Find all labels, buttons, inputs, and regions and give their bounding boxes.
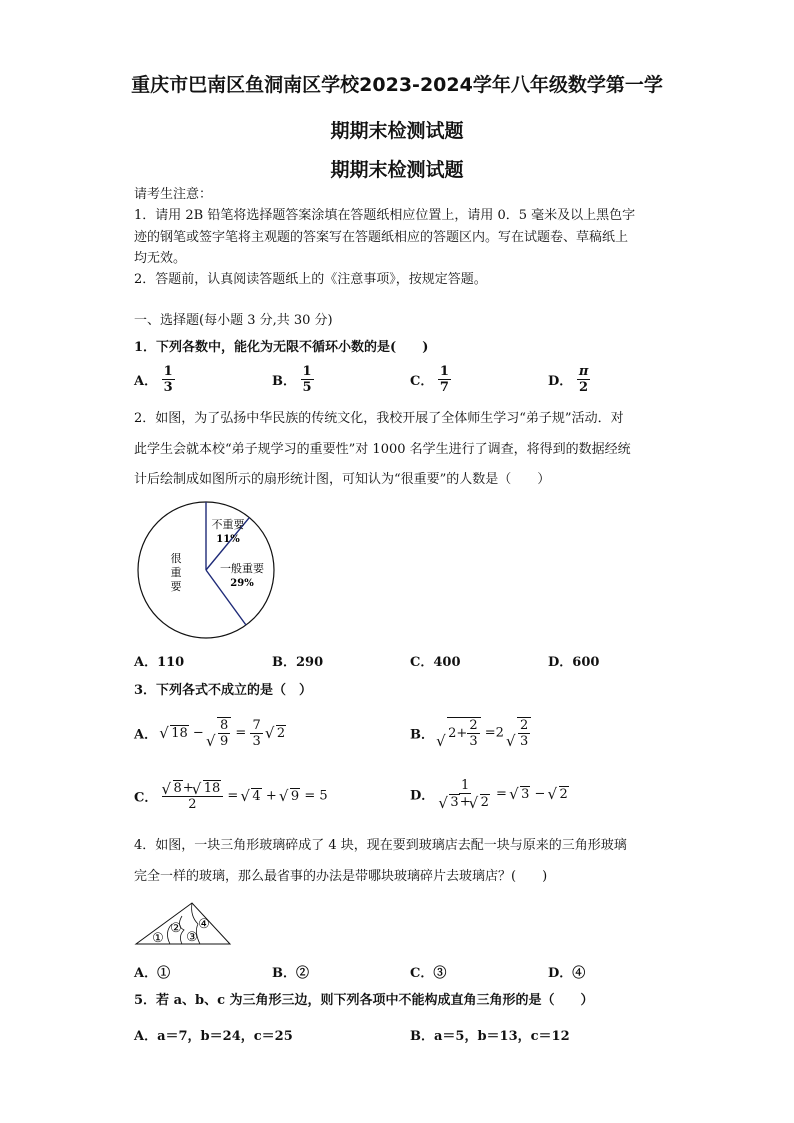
notice-item-1-line-1: 1．请用 2B 铅笔将选择题答案涂填在答题纸相应位置上，请用 0．5 毫米及以上黑色字 bbox=[134, 208, 636, 223]
radicand: 3 bbox=[521, 787, 530, 802]
question-2-option-b[interactable]: B．290 bbox=[272, 655, 324, 670]
denominator: 3 bbox=[469, 734, 478, 749]
denominator: 5 bbox=[302, 380, 312, 395]
option-label: C． bbox=[134, 790, 158, 806]
option-label: B． bbox=[410, 727, 434, 743]
denominator: 3 bbox=[163, 380, 173, 395]
radical bbox=[161, 725, 189, 741]
question-3-option-d[interactable] bbox=[410, 778, 569, 810]
operator: + bbox=[182, 780, 194, 796]
operator: + bbox=[265, 788, 277, 804]
radicand: 8 bbox=[173, 781, 182, 796]
question-3-option-c[interactable] bbox=[134, 780, 328, 812]
question-3-stem: 3．下列各式不成立的是（ ） bbox=[134, 683, 313, 698]
slice-label-very-char-1: 很 bbox=[170, 552, 182, 565]
option-label: C． bbox=[410, 374, 434, 389]
triangle-outline bbox=[136, 903, 230, 944]
option-label: D． bbox=[410, 788, 435, 804]
question-5-option-a[interactable]: A．a＝7，b＝24，c＝25 bbox=[134, 1029, 293, 1044]
denominator: 3 bbox=[252, 733, 261, 749]
question-2-line-3: 计后绘制成如图所示的扇形统计图，可知认为“很重要”的人数是（ ） bbox=[134, 472, 551, 487]
question-4-line-2: 完全一样的玻璃，那么最省事的办法是带哪块玻璃碎片去玻璃店？( ) bbox=[134, 869, 548, 884]
numerator: 1 bbox=[302, 364, 312, 379]
question-1-option-d[interactable] bbox=[548, 364, 590, 395]
operator: = bbox=[227, 788, 239, 804]
operator: =2 bbox=[484, 725, 504, 741]
question-1-option-b[interactable] bbox=[272, 364, 314, 395]
radical bbox=[550, 786, 569, 802]
denominator: 3 bbox=[520, 734, 529, 749]
radicand: 18 bbox=[171, 726, 188, 741]
question-3-option-a[interactable] bbox=[134, 717, 286, 749]
fraction bbox=[162, 780, 224, 812]
fraction bbox=[162, 364, 175, 395]
question-1-option-a[interactable] bbox=[134, 364, 175, 395]
denominator: 2 bbox=[188, 797, 197, 812]
radicand bbox=[447, 717, 480, 749]
operator: = bbox=[496, 786, 507, 802]
denominator: 7 bbox=[439, 380, 449, 395]
slice-label-very-char-3: 要 bbox=[170, 580, 182, 593]
radical bbox=[508, 717, 531, 749]
notice-item-1-line-2: 迹的钢笔或签字笔将主观题的答案写在答题纸相应的答题区内。写在试题卷、草稿纸上 bbox=[134, 230, 629, 245]
question-1-stem: 1．下列各数中，能化为无限不循环小数的是( ) bbox=[134, 340, 429, 355]
fraction bbox=[577, 364, 591, 395]
piece-1-label: ① bbox=[152, 931, 164, 946]
radical bbox=[242, 788, 261, 804]
radicand: 3 bbox=[450, 795, 459, 810]
numerator: √ 2 bbox=[520, 718, 529, 733]
question-2-line-2: 此学生会就本校“弟子规学习的重要性”对 1000 名学生进行了调查，将得到的数据经统 bbox=[134, 442, 631, 457]
slice-label-not-important: 不重要 bbox=[211, 518, 245, 531]
fraction bbox=[250, 718, 262, 749]
question-3-option-b[interactable] bbox=[410, 717, 531, 749]
denominator: 9 bbox=[219, 734, 229, 749]
slice-value-general: 29% bbox=[230, 578, 254, 589]
operator: − bbox=[534, 786, 546, 802]
radicand: 9 bbox=[290, 789, 300, 804]
question-2-option-a[interactable]: A．110 bbox=[134, 655, 185, 670]
denominator: 2 bbox=[579, 380, 589, 395]
notice-item-1-line-3: 均无效。 bbox=[134, 251, 187, 266]
option-label: B． bbox=[272, 374, 296, 389]
numerator: √ 8 bbox=[219, 718, 229, 733]
radicand bbox=[217, 717, 231, 749]
operator: = bbox=[235, 725, 247, 741]
radicand: 2 bbox=[559, 787, 568, 802]
question-1-option-c[interactable] bbox=[410, 364, 451, 395]
option-label: D． bbox=[548, 374, 573, 389]
notice-heading: 请考生注意： bbox=[134, 187, 213, 202]
denominator bbox=[438, 794, 491, 810]
question-5-stem: 5．若 a、b、c 为三角形三边，则下列各项中不能构成直角三角形的是（ ） bbox=[134, 993, 594, 1008]
section-heading: 一、选择题(每小题 3 分,共 30 分) bbox=[134, 313, 333, 328]
piece-2-label: ② bbox=[170, 921, 182, 936]
radicand: 2 bbox=[276, 726, 286, 741]
slice-label-general: 一般重要 bbox=[220, 562, 264, 575]
numerator: 1 bbox=[163, 364, 173, 379]
question-4-option-d[interactable]: D．④ bbox=[548, 966, 586, 981]
question-4-option-a[interactable]: A．① bbox=[134, 966, 171, 981]
question-5-option-b[interactable]: B．a＝5，b＝13，c＝12 bbox=[410, 1029, 570, 1044]
numerator: 1 bbox=[439, 364, 449, 379]
radicand: 4 bbox=[252, 789, 261, 804]
radicand: 2 bbox=[480, 795, 489, 810]
numerator: 7 bbox=[252, 717, 261, 733]
radical bbox=[267, 725, 286, 741]
notice-item-2: 2．答题前，认真阅读答题纸上的《注意事项》，按规定答题。 bbox=[134, 272, 487, 287]
numerator: 1 bbox=[461, 778, 470, 793]
fraction bbox=[438, 364, 451, 395]
option-label: A． bbox=[134, 374, 158, 389]
radicand bbox=[517, 717, 531, 749]
pie-chart bbox=[134, 500, 284, 640]
slice-label-very-char-2: 重 bbox=[170, 566, 182, 579]
question-2-line-1: 2．如图，为了弘扬中华民族的传统文化，我校开展了全体师生学习“弟子规”活动．对 bbox=[134, 411, 624, 426]
question-2-option-c[interactable]: C．400 bbox=[410, 655, 461, 670]
operator: + bbox=[459, 794, 471, 810]
numerator bbox=[162, 780, 224, 797]
piece-4-label: ④ bbox=[198, 917, 210, 932]
slice-value-not-important: 11% bbox=[216, 534, 240, 545]
radical bbox=[281, 788, 300, 804]
result: = 5 bbox=[304, 788, 328, 804]
fraction bbox=[301, 364, 314, 395]
radical bbox=[438, 717, 480, 749]
question-2-option-d[interactable]: D．600 bbox=[548, 655, 600, 670]
question-4-option-b[interactable]: B．② bbox=[272, 966, 309, 981]
page-title-line-1: 重庆市巴南区鱼洞南区学校2023-2024学年八年级数学第一学 bbox=[131, 74, 663, 96]
piece-3-label: ③ bbox=[186, 930, 198, 945]
broken-triangle-figure bbox=[134, 900, 234, 948]
numerator: 2 bbox=[469, 718, 478, 733]
page-title-line-3: 期期末检测试题 bbox=[330, 159, 464, 181]
option-label: A． bbox=[134, 727, 158, 743]
radical bbox=[511, 786, 530, 802]
page-title-line-2: 期期末检测试题 bbox=[330, 120, 464, 142]
term: 2+ bbox=[448, 726, 468, 741]
fraction bbox=[438, 778, 491, 810]
question-4-option-c[interactable]: C．③ bbox=[410, 966, 447, 981]
numerator: π bbox=[578, 364, 589, 379]
radical bbox=[208, 717, 231, 749]
operator: − bbox=[192, 725, 204, 741]
radicand: 18 bbox=[203, 781, 221, 796]
question-4-line-1: 4．如图，一块三角形玻璃碎成了 4 块，现在要到玻璃店去配一块与原来的三角形玻璃 bbox=[134, 838, 627, 853]
